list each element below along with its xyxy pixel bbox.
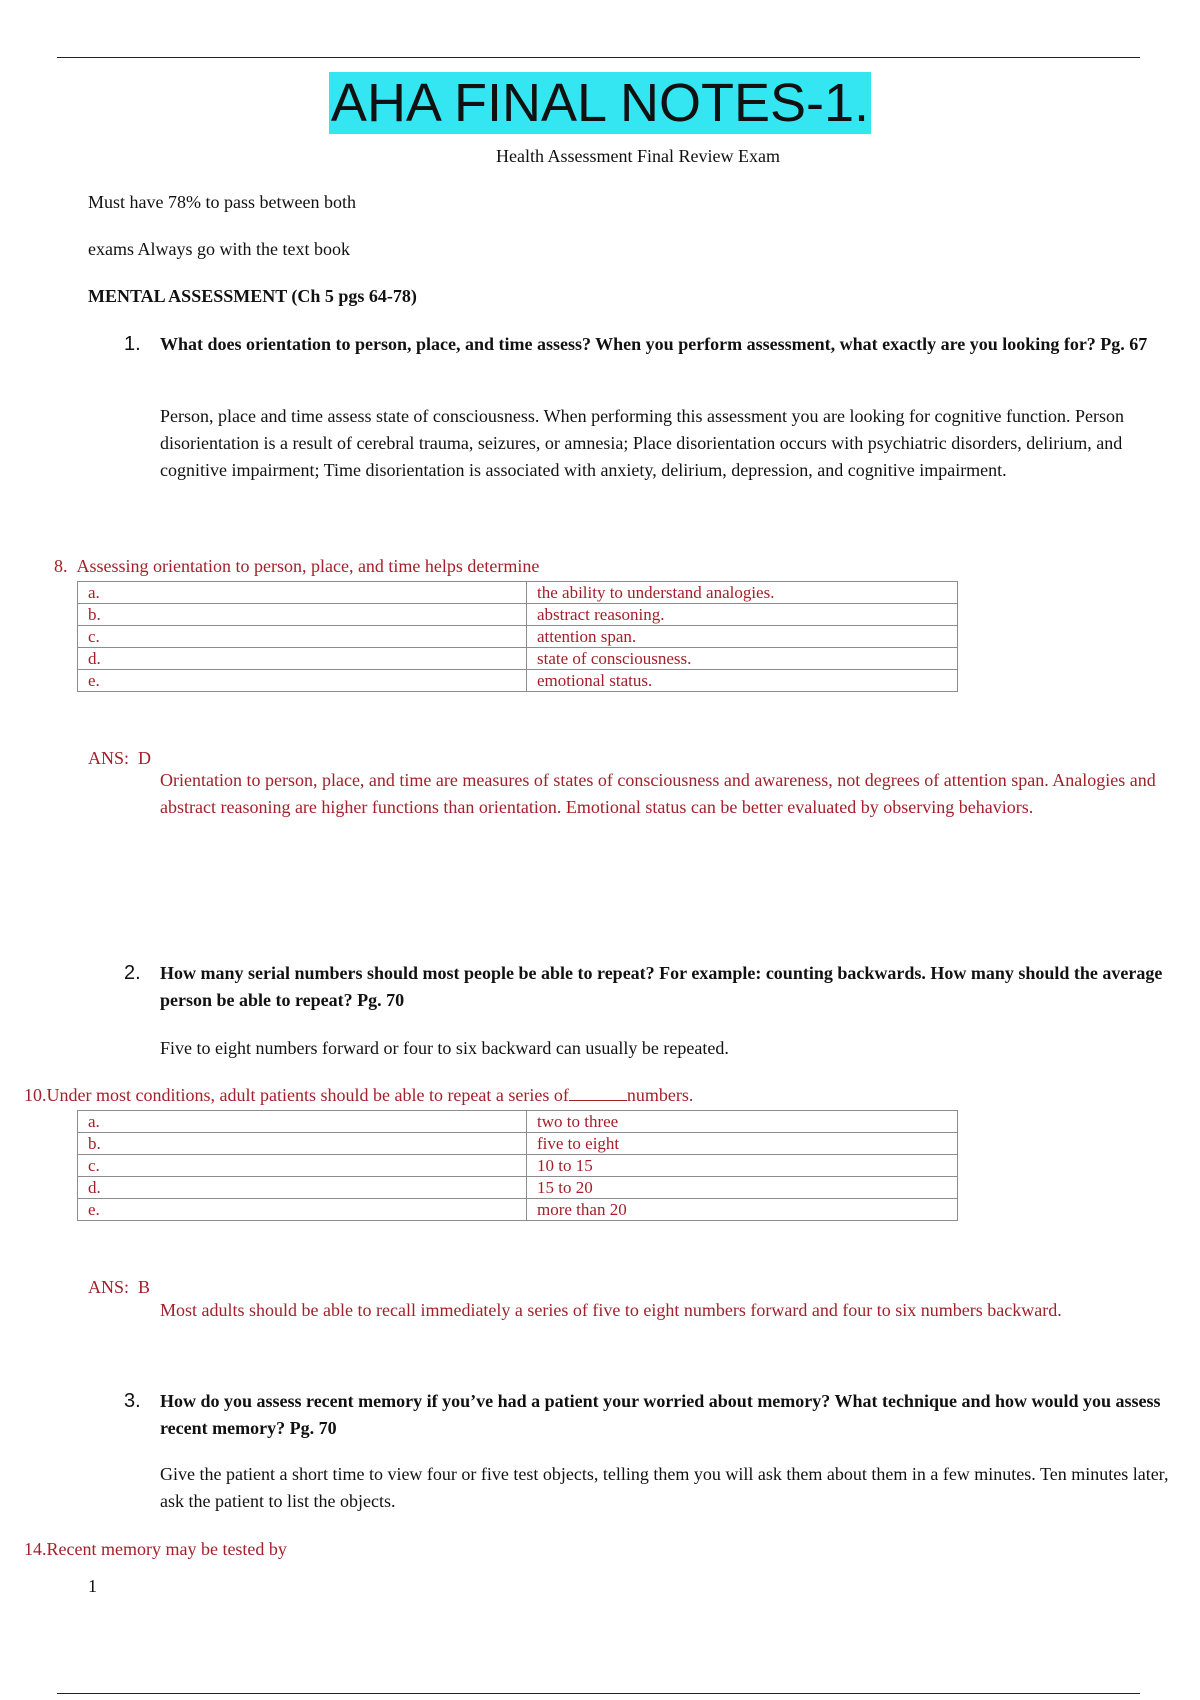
option-text: two to three (527, 1111, 958, 1133)
table-row (78, 1199, 958, 1221)
mc8-ans-label: ANS: (88, 748, 130, 768)
option-text: 10 to 15 (527, 1155, 958, 1177)
q2-question: How many serial numbers should most people be able to repeat? For example: counting backwards. How many should the average person be able to repeat? Pg. 70 (160, 963, 1163, 1010)
mc8-number: 8. (54, 556, 68, 576)
intro-line-1: Must have 78% to pass between both (88, 192, 356, 212)
mc14-number: 14. (24, 1539, 47, 1559)
option-text: state of consciousness. (527, 648, 958, 670)
option-letter: b. (78, 1133, 527, 1155)
fill-in-blank (569, 1084, 627, 1101)
table-row (78, 670, 958, 692)
mc8-rationale: Orientation to person, place, and time are measures of states of consciousness and awareness, not degrees of attention span. Analogies and abstract reasoning are higher functions than orientation. Emotional status can be better evaluated by observing behaviors. (160, 770, 1156, 817)
mc10-number: 10. (24, 1085, 47, 1105)
q1-number: 1. (124, 333, 141, 355)
mc14-stem: Recent memory may be tested by (46, 1539, 287, 1559)
option-letter: a. (78, 1111, 527, 1133)
option-text: emotional status. (527, 670, 958, 692)
table-row (78, 1133, 958, 1155)
table-row (78, 1111, 958, 1133)
intro-line-2: exams Always go with the text book (88, 239, 350, 259)
mc8-answer (88, 748, 151, 769)
mc10-stem-line (24, 1084, 693, 1106)
table-row (78, 648, 958, 670)
table-row (78, 604, 958, 626)
table-row (78, 1177, 958, 1199)
mc8-ans-value: D (138, 748, 152, 768)
option-text: 15 to 20 (527, 1177, 958, 1199)
document-subtitle: Health Assessment Final Review Exam (496, 146, 780, 166)
option-letter: e. (78, 1199, 527, 1221)
q1-question: What does orientation to person, place, and time assess? When you perform assessment, what exactly are you looking for? Pg. 67 (160, 334, 1148, 354)
q3-answer: Give the patient a short time to view four or five test objects, telling them you will ask them about them in a few minutes. Ten minutes later, ask the patient to list the objects. (160, 1464, 1169, 1511)
q2-answer: Five to eight numbers forward or four to six backward can usually be repeated. (160, 1038, 729, 1058)
document-title-wrap (0, 72, 1200, 134)
table-row (78, 626, 958, 648)
mc8-options-table (77, 581, 958, 692)
q3-question: How do you assess recent memory if you’ve had a patient your worried about memory? What technique and how would you assess recent memory? Pg. 70 (160, 1391, 1161, 1438)
mc10-answer (88, 1277, 150, 1298)
option-text: attention span. (527, 626, 958, 648)
mc8-stem-line (54, 556, 539, 577)
option-text: more than 20 (527, 1199, 958, 1221)
document-title: AHA FINAL NOTES-1. (330, 73, 870, 133)
mc10-stem-after: numbers. (626, 1085, 694, 1105)
option-text: five to eight (527, 1133, 958, 1155)
bottom-rule (57, 1693, 1140, 1694)
q2-number: 2. (124, 962, 141, 984)
q3-number: 3. (124, 1390, 141, 1412)
option-letter: a. (78, 582, 527, 604)
table-row (78, 582, 958, 604)
option-letter: b. (78, 604, 527, 626)
option-text: the ability to understand analogies. (527, 582, 958, 604)
option-letter: d. (78, 648, 527, 670)
section-heading: MENTAL ASSESSMENT (Ch 5 pgs 64-78) (88, 286, 417, 306)
option-letter: e. (78, 670, 527, 692)
mc10-stem-before: Under most conditions, adult patients should be able to repeat a series of (46, 1085, 569, 1105)
mc10-ans-label: ANS: (88, 1277, 130, 1297)
top-rule (57, 57, 1140, 58)
option-text: abstract reasoning. (527, 604, 958, 626)
mc10-rationale: Most adults should be able to recall immediately a series of five to eight numbers forward and four to six numbers backward. (160, 1300, 1062, 1320)
mc10-ans-value: B (138, 1277, 151, 1297)
q1-answer: Person, place and time assess state of consciousness. When performing this assessment you are looking for cognitive function. Person disorientation is a result of cerebral trauma, seizures, or amnesia; Place disorientation occurs with psychiatric disorders, delirium, and cognitive impairment; Time disorientation is associated with anxiety, delirium, depression, and cognitive impairment. (160, 406, 1124, 480)
table-row (78, 1155, 958, 1177)
mc10-options-table (77, 1110, 958, 1221)
mc14-stem-line (24, 1539, 287, 1560)
option-letter: c. (78, 1155, 527, 1177)
page-number: 1 (88, 1576, 97, 1596)
option-letter: c. (78, 626, 527, 648)
mc8-stem: Assessing orientation to person, place, and time helps determine (76, 556, 540, 576)
option-letter: d. (78, 1177, 527, 1199)
